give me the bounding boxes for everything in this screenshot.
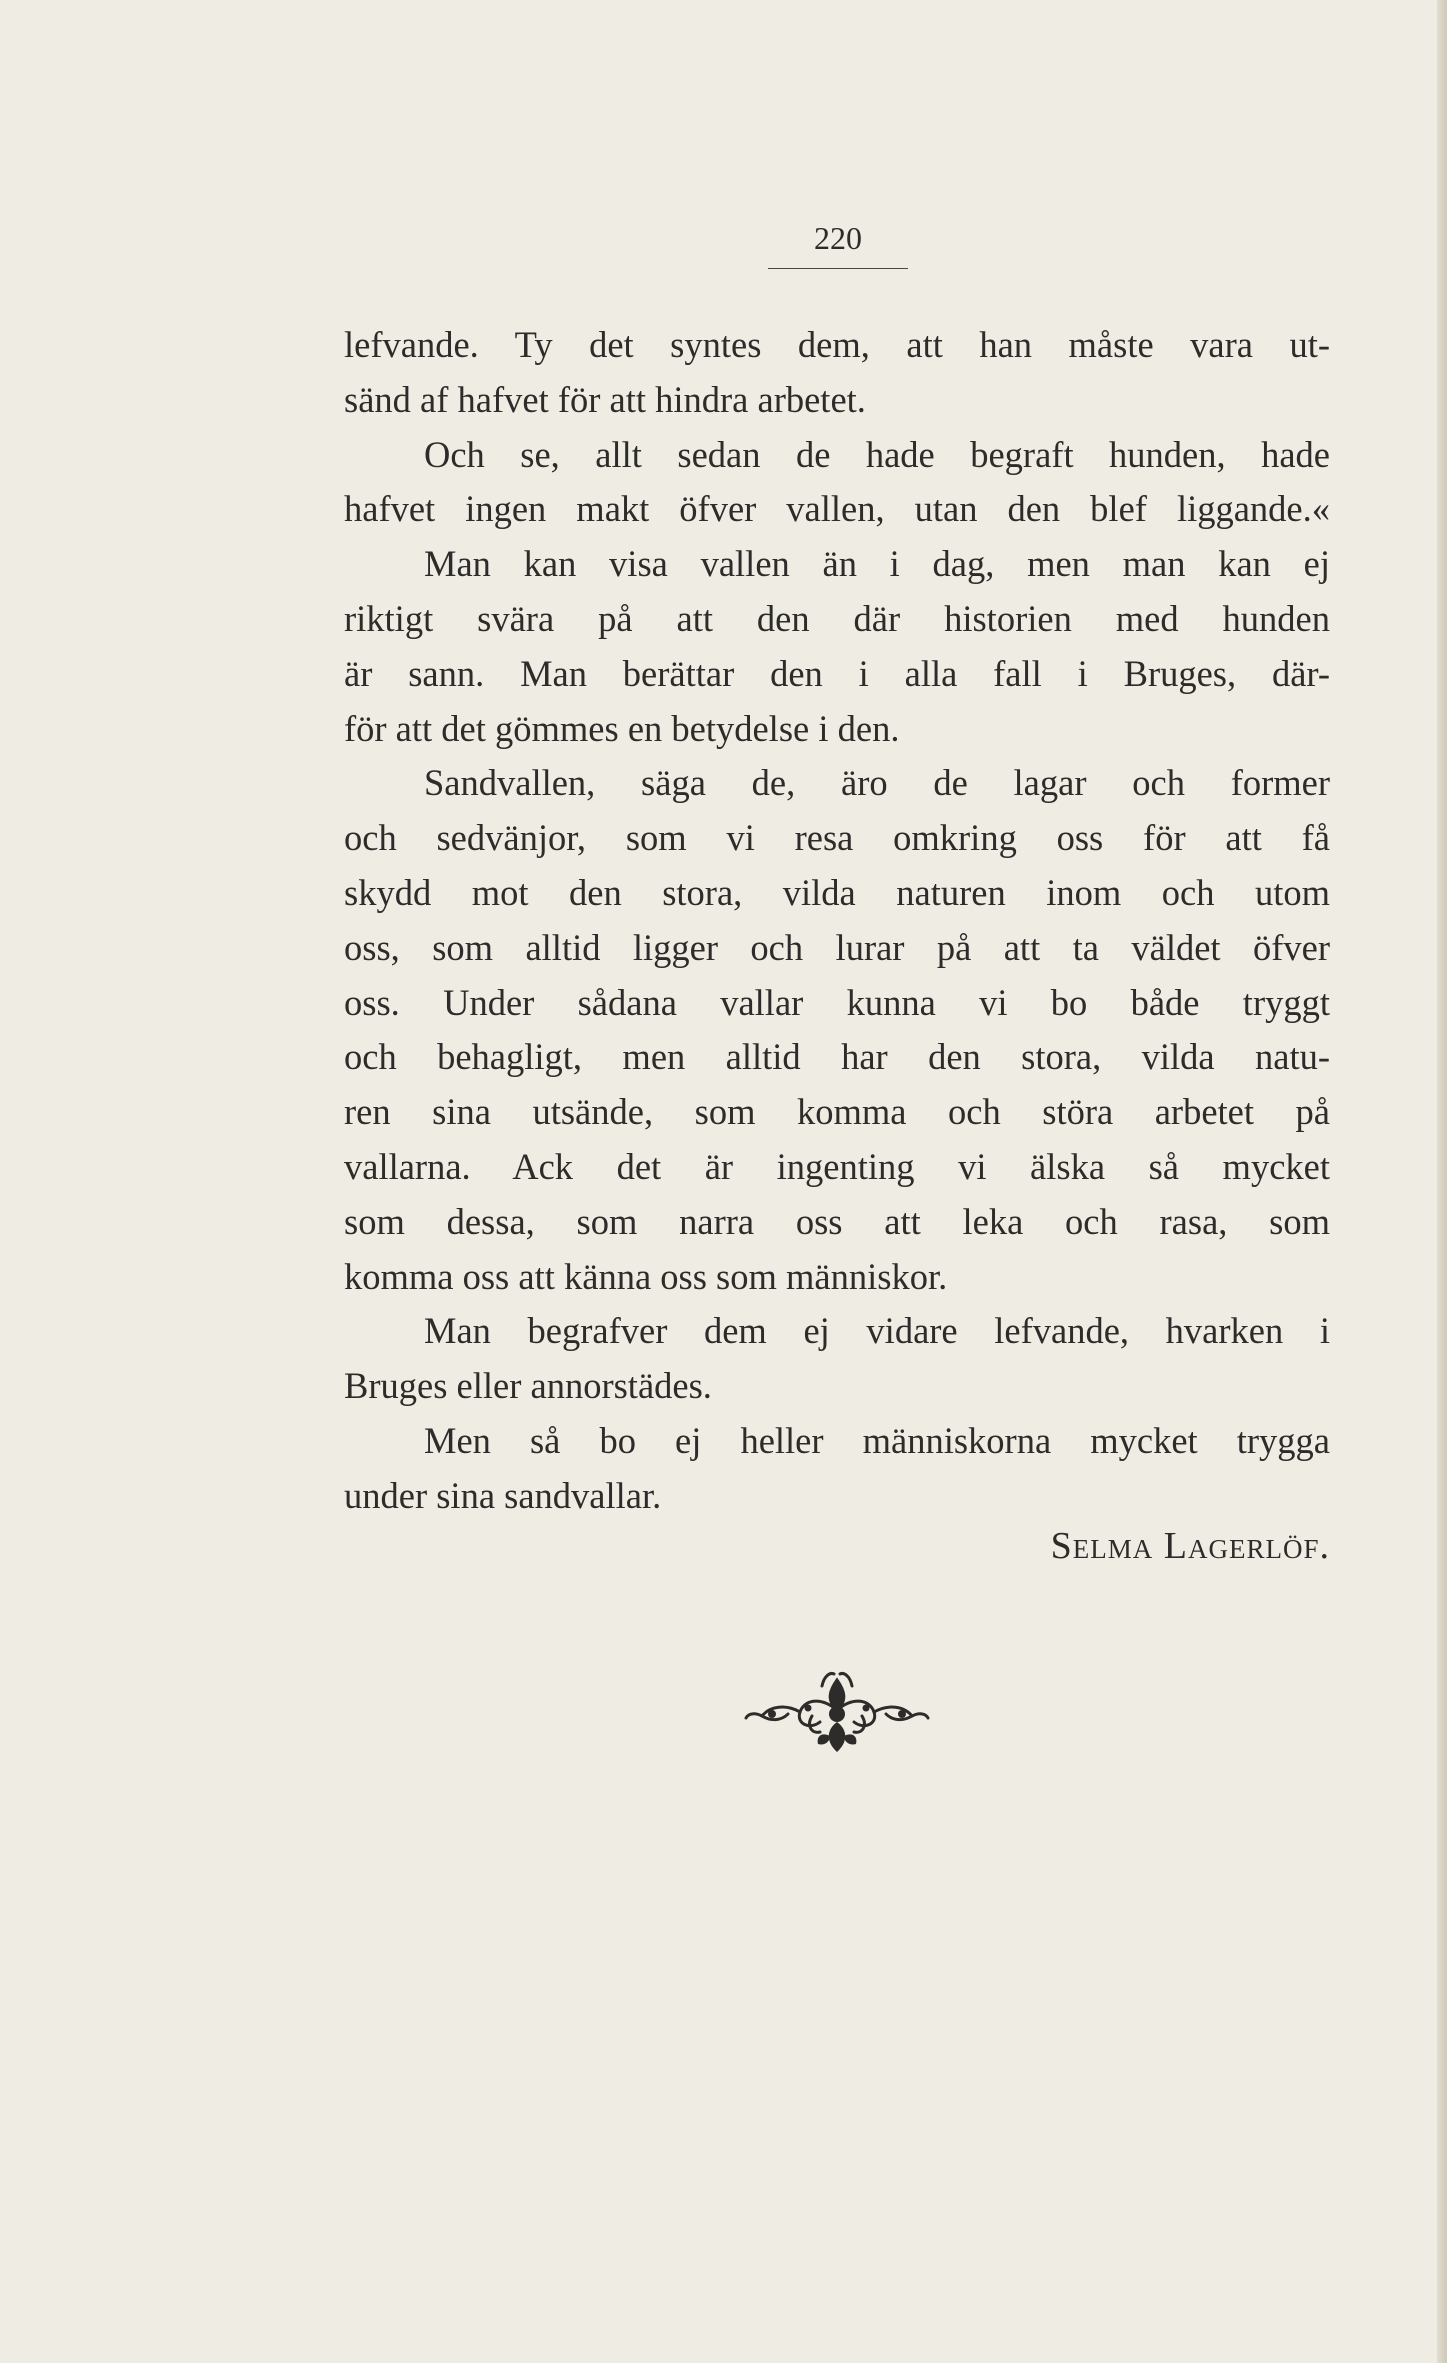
text-line: och sedvänjor, som vi resa omkring oss för att få — [344, 817, 1330, 859]
page-edge — [1437, 0, 1447, 2363]
text-line: Man begrafver dem ej vidare lefvande, hvarken i — [424, 1310, 1330, 1352]
text-line: Man kan visa vallen än i dag, men man kan ej — [424, 543, 1330, 585]
text-line: är sann. Man berättar den i alla fall i Bruges, där- — [344, 652, 1330, 694]
text-line: lefvande. Ty det syntes dem, att han måste vara ut- — [344, 324, 1330, 365]
text-line: komma oss att känna oss som människor. — [344, 1255, 948, 1297]
text-line: skydd mot den stora, vilda naturen inom och utom — [344, 871, 1330, 913]
text-line: oss. Under sådana vallar kunna vi bo både tryggt — [344, 981, 1330, 1023]
text-line: för att det gömmes en betydelse i den. — [344, 707, 900, 749]
body-text — [344, 318, 1330, 1524]
text-line: Sandvallen, säga de, äro de lagar och former — [424, 762, 1330, 804]
text-line: Men så bo ej heller människorna mycket trygga — [424, 1419, 1330, 1461]
text-line: sänd af hafvet för att hindra arbetet. — [344, 378, 866, 420]
text-line: hafvet ingen makt öfver vallen, utan den blef liggande.« — [344, 488, 1330, 530]
text-line: ren sina utsände, som komma och störa arbetet på — [344, 1091, 1330, 1133]
page-number-rule — [768, 268, 908, 269]
author-signature: Selma Lagerlöf. — [1050, 1525, 1330, 1567]
text-line: under sina sandvallar. — [344, 1474, 662, 1516]
text-line: vallarna. Ack det är ingenting vi älska så mycket — [344, 1145, 1330, 1187]
text-line: som dessa, som narra oss att leka och rasa, som — [344, 1200, 1330, 1242]
text-line: oss, som alltid ligger och lurar på att ta väldet öfver — [344, 926, 1330, 968]
page-number: 220 — [814, 220, 862, 256]
text-line: Och se, allt sedan de hade begraft hunden, hade — [424, 433, 1330, 475]
text-line: riktigt svära på att den där historien med hunden — [344, 597, 1330, 639]
text-line: Bruges eller annorstädes. — [344, 1365, 712, 1407]
floral-vignette-icon — [742, 1666, 932, 1762]
text-line: och behagligt, men alltid har den stora, vilda natu- — [344, 1036, 1330, 1078]
